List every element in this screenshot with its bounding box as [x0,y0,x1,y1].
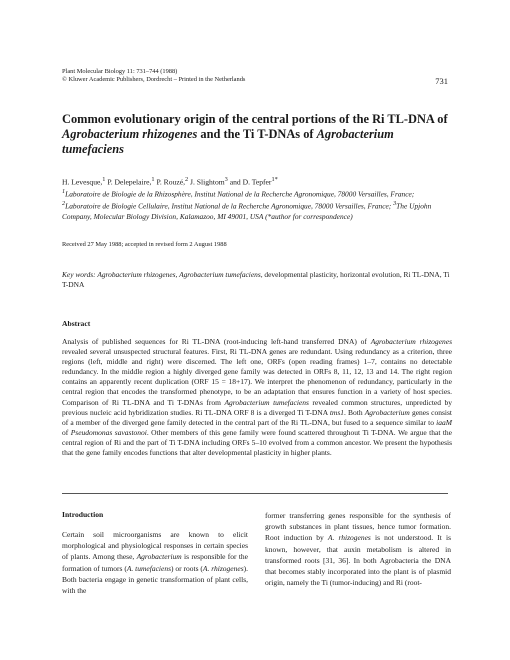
introduction-right-column [265,510,451,588]
abstract-italic: Agrobacterium [364,407,410,417]
affil-1: Laboratoire de Biologie de la Rhizosphère, Institut National de la Recherche Agronomique, 78000 Versailles, France; [65,189,415,199]
title-italic-1: Agrobacterium rhizogenes [62,127,198,141]
author-1-affil: 1 [102,176,106,183]
abstract-text: of [62,427,71,437]
author-1: H. Levesque, [62,177,103,187]
abstract-heading: Abstract [62,319,91,328]
keywords [62,270,452,290]
paper-title [62,112,448,157]
affil-2: Laboratoire de Biologie Cellulaire, Institut National de la Recherche Agronomique, 78000 Versailles, France; [65,201,394,211]
author-3: P. Rouzé, [154,177,185,187]
journal-citation: Plant Molecular Biology 11: 731–744 (1988) [62,68,178,75]
affil-mark-3: 3 [393,201,397,208]
intro-italic: A. rhizogenes [202,563,244,573]
author-5-affil: 1* [271,176,278,183]
intro-italic: A. tumefaciens [126,563,171,573]
author-2: P. Delepelaire, [105,177,152,187]
title-text-2: and the Ti T-DNAs of [197,127,317,141]
author-4: J. Slightom [188,177,225,187]
journal-header [62,68,245,84]
author-4-affil: 3 [224,176,228,183]
keywords-rest: developmental plasticity, horizontal evolution, Ri TL-DNA, Ti T-DNA [62,270,450,289]
abstract-text: Analysis of published sequences for Ri TL-DNA (root-inducing left-hand transferred DNA) of [62,337,371,346]
publisher-line: © Kluwer Academic Publishers, Dordrecht – Printed in the Netherlands [62,76,246,83]
section-divider [62,493,448,494]
affiliations [62,187,452,222]
keywords-label: Key words: [62,270,96,279]
abstract-italic: tms1 [329,407,345,417]
received-dates: Received 27 May 1988; accepted in revised form 2 August 1988 [62,241,227,248]
author-3-affil: 2 [184,176,189,183]
intro-text: is responsible for the formation of tumors ( [62,552,248,573]
affil-3: The Upjohn Company, Molecular Biology Division, Kalamazoo, MI 49001, USA (*author for correspondence) [62,201,432,221]
intro-text: former transferring genes responsible for the synthesis of growth substances in plant tissues, hence tumor formation. Root induction by [265,511,451,543]
abstract-italic: Pseudomonas savastonoi [70,427,147,437]
intro-text: ). Both bacteria engage in genetic transformation of plant cells, with the [62,563,249,596]
intro-text: Certain soil microorganisms are known to elicit morphological and physiological responses in certain species of plants. Among these, [62,530,248,562]
intro-italic: Agrobacterium [136,552,182,562]
abstract-text: revealed several unsuspected structural features. First, Ri TL-DNA genes are redundant. Using redundancy as a criterion, three regions (left, middle and right) were discerned. The left one, ORFs (open reading frames) 1–7, contains no detectable redundancy. In the middle region a highly diverged gene family was detected in ORFs 8, 11, 12, 13 and 14. The right region contains an apparently recent duplication (ORF 15 = 18+17). We interpret the phenomenon of redundancy, particularly in the central region that encodes the transformed phenotype, to be an adaptation that ensures function in a variety of host species. Comparison of Ri TL-DNA and Ti T-DNAs from [62,347,452,407]
abstract-italic: Agrobacterium rhizogenes [370,337,452,346]
author-list [62,175,452,188]
introduction-heading: Introduction [62,510,104,519]
abstract-italic: Agrobacterium tumefaciens [224,397,309,407]
affil-mark-2: 2 [62,201,66,208]
intro-text: ) or roots ( [171,563,203,573]
intro-text: is not understood. It is known, however, that auxin metabolism is altered in transformed roots [31, 36]. In both Agrobacteria the DNA that becomes stably incorporated into the plant is of plasmid origin, namely the Ti (tumor-inducing) and Ri (root- [265,533,451,588]
abstract-text: genes consist of a member of the diverged gene family detected in the central part of the Ri TL-DNA, but fused to a sequence similar to [62,407,452,427]
title-text-1: Common evolutionary origin of the central portions of the Ri TL-DNA of [62,112,448,126]
introduction-left-column [62,529,248,596]
intro-italic: A. rhizogenes [327,533,371,543]
affil-mark-1: 1 [62,189,66,195]
abstract-text: revealed common structures, unpredicted by previous nucleic acid hybridization studies. Ri TL-DNA ORF 8 is a diverged Ti T-DNA [62,397,452,417]
author-5: and D. Tepfer [227,177,272,187]
author-2-affil: 1 [151,176,155,183]
abstract-text: . Other members of this gene family were found scattered throughout Ti T-DNA. We argue that the central region of Ri and the part of Ti T-DNA including ORFs 5–10 evolved from a common ancestor. We present the hypothesis that the gene family encodes functions that alter developmental plasticity in higher plants. [62,427,453,458]
title-italic-2: Agrobacterium tumefaciens [62,127,394,156]
abstract-text: . Both [344,407,365,417]
page-number: 731 [435,76,448,86]
abstract-italic: iaaM [436,417,452,427]
keywords-species: Agrobacterium rhizogenes, Agrobacterium tumefaciens, [95,270,263,279]
abstract-body [62,337,452,458]
